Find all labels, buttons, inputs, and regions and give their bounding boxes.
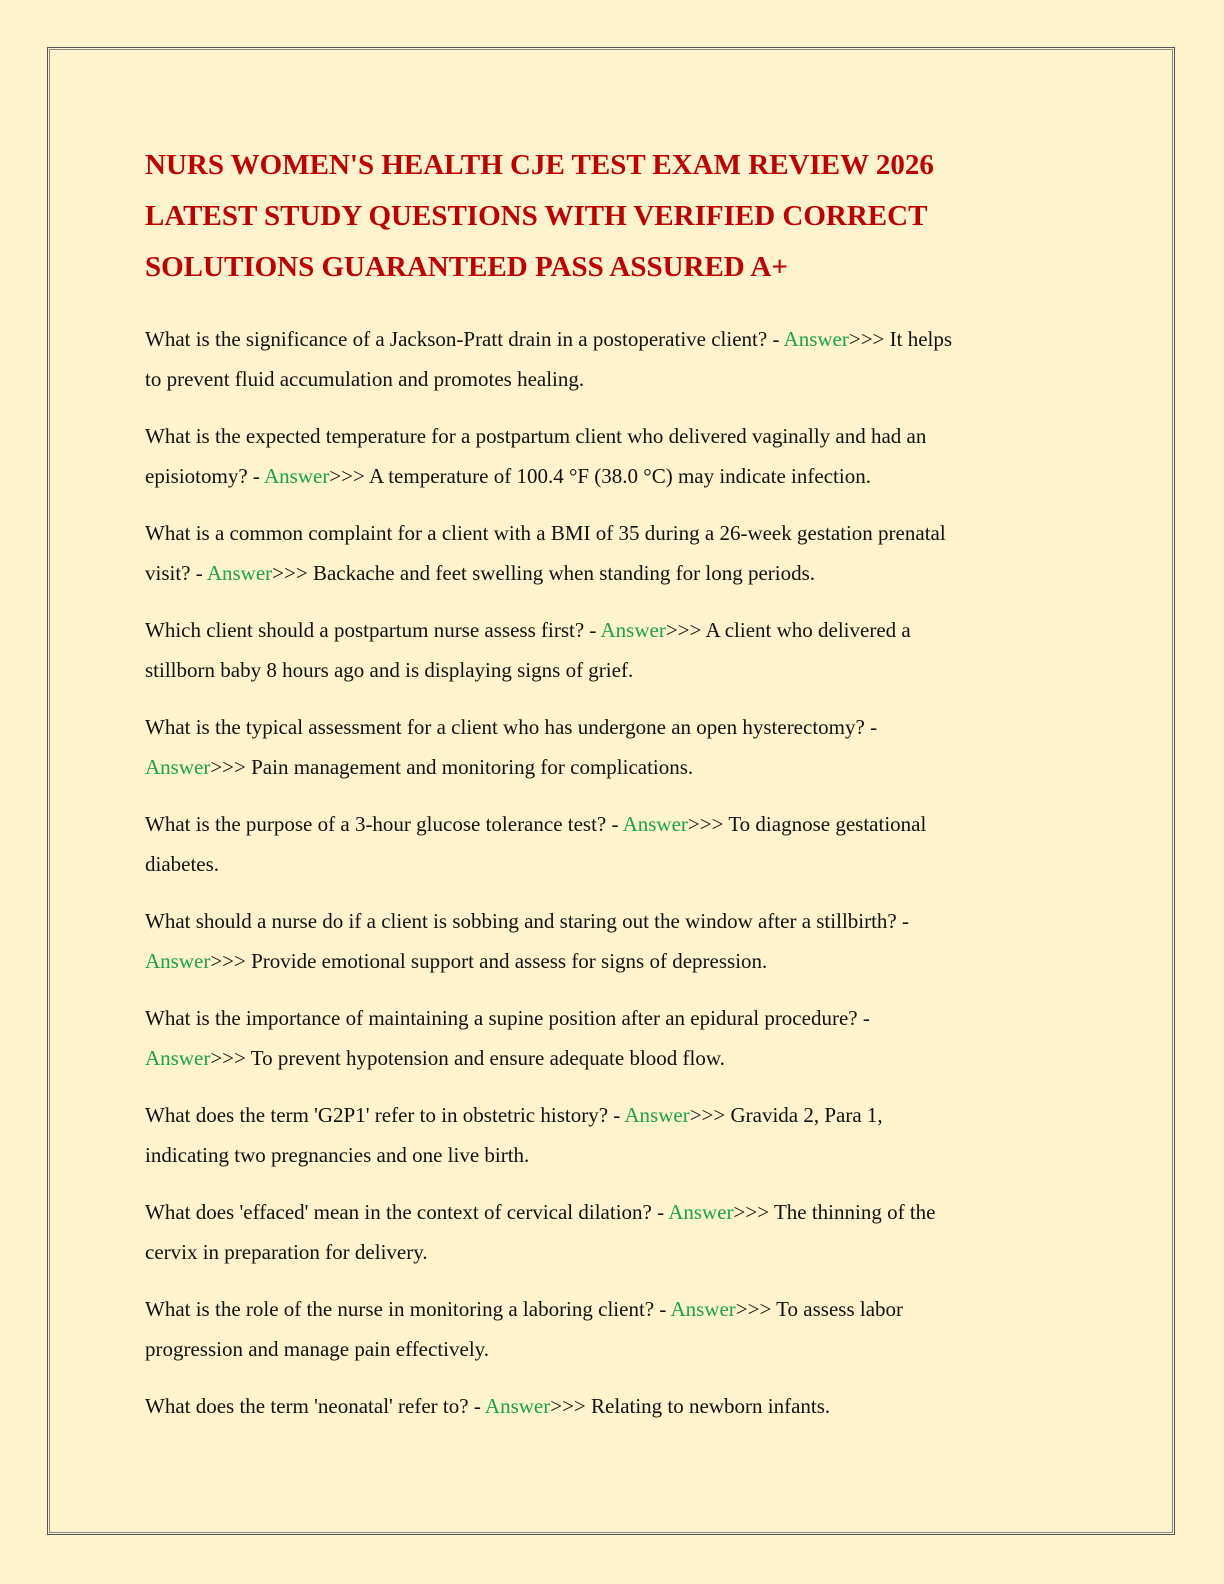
qa-item (145, 1289, 1085, 1369)
answer-label: Answer (600, 618, 666, 642)
question-text: episiotomy? - (145, 464, 264, 488)
answer-label: Answer (484, 1394, 551, 1418)
answer-text: >>> The thinning of the (733, 1200, 936, 1224)
question-text: What is the role of the nurse in monitoring a laboring client? - (145, 1297, 671, 1321)
question-text: What is a common complaint for a client with a BMI of 35 during a 26-week gestation prenatal (145, 521, 946, 545)
qa-item (145, 513, 1085, 593)
qa-item (145, 998, 1085, 1078)
qa-item (145, 707, 1085, 787)
answer-text: >>> It helps (848, 327, 953, 351)
answer-text: to prevent fluid accumulation and promotes healing. (145, 367, 585, 391)
question-text: What does the term 'G2P1' refer to in obstetric history? - (145, 1103, 625, 1127)
question-text: What does 'effaced' mean in the context of cervical dilation? - (145, 1200, 669, 1224)
answer-text: >>> To diagnose gestational (687, 812, 927, 836)
answer-label: Answer (783, 327, 849, 351)
title-line: NURS WOMEN'S HEALTH CJE TEST EXAM REVIEW 2026 (145, 149, 934, 181)
answer-text: >>> Pain management and monitoring for complications. (210, 755, 694, 779)
answer-label: Answer (145, 755, 211, 779)
title-line: LATEST STUDY QUESTIONS WITH VERIFIED CORRECT (145, 200, 928, 232)
answer-label: Answer (670, 1297, 736, 1321)
answer-label: Answer (206, 561, 273, 585)
answer-text: stillborn baby 8 hours ago and is displaying signs of grief. (145, 658, 634, 682)
question-text: visit? - (145, 561, 207, 585)
answer-text: >>> Relating to newborn infants. (550, 1394, 831, 1418)
answer-text: indicating two pregnancies and one live birth. (145, 1143, 530, 1167)
question-text: What is the importance of maintaining a supine position after an epidural procedure? - (145, 1006, 870, 1030)
qa-item (145, 1386, 1085, 1426)
question-text: What is the typical assessment for a client who has undergone an open hysterectomy? - (145, 715, 878, 739)
question-text: Which client should a postpartum nurse assess first? - (145, 618, 601, 642)
answer-text: >>> Provide emotional support and assess for signs of depression. (210, 949, 768, 973)
question-text: What does the term 'neonatal' refer to? - (145, 1394, 485, 1418)
answer-text: diabetes. (145, 852, 220, 876)
answer-text: >>> To assess labor (735, 1297, 904, 1321)
answer-label: Answer (145, 1046, 211, 1070)
question-text: What is the expected temperature for a postpartum client who delivered vaginally and had an (145, 424, 927, 448)
answer-text: >>> Backache and feet swelling when standing for long periods. (272, 561, 816, 585)
qa-item (145, 1192, 1085, 1272)
answer-text: progression and manage pain effectively. (145, 1337, 490, 1361)
answer-text: >>> To prevent hypotension and ensure adequate blood flow. (210, 1046, 725, 1070)
answer-label: Answer (624, 1103, 690, 1127)
title-line: SOLUTIONS GUARANTEED PASS ASSURED A+ (145, 251, 788, 283)
qa-item (145, 901, 1085, 981)
answer-text: cervix in preparation for delivery. (145, 1240, 428, 1264)
answer-label: Answer (264, 464, 330, 488)
qa-item (145, 804, 1085, 884)
qa-list (145, 319, 1085, 1443)
qa-item (145, 319, 1085, 399)
answer-label: Answer (145, 949, 211, 973)
answer-text: >>> Gravida 2, Para 1, (689, 1103, 883, 1127)
answer-text: >>> A client who delivered a (665, 618, 911, 642)
qa-item (145, 416, 1085, 496)
document-title (145, 140, 1105, 293)
question-text: What is the purpose of a 3-hour glucose tolerance test? - (145, 812, 623, 836)
answer-label: Answer (668, 1200, 734, 1224)
question-text: What is the significance of a Jackson-Pratt drain in a postoperative client? - (145, 327, 784, 351)
answer-label: Answer (622, 812, 688, 836)
answer-text: >>> A temperature of 100.4 °F (38.0 °C) may indicate infection. (329, 464, 871, 488)
qa-item (145, 610, 1085, 690)
qa-item (145, 1095, 1085, 1175)
question-text: What should a nurse do if a client is sobbing and staring out the window after a stillbirth? - (145, 909, 909, 933)
